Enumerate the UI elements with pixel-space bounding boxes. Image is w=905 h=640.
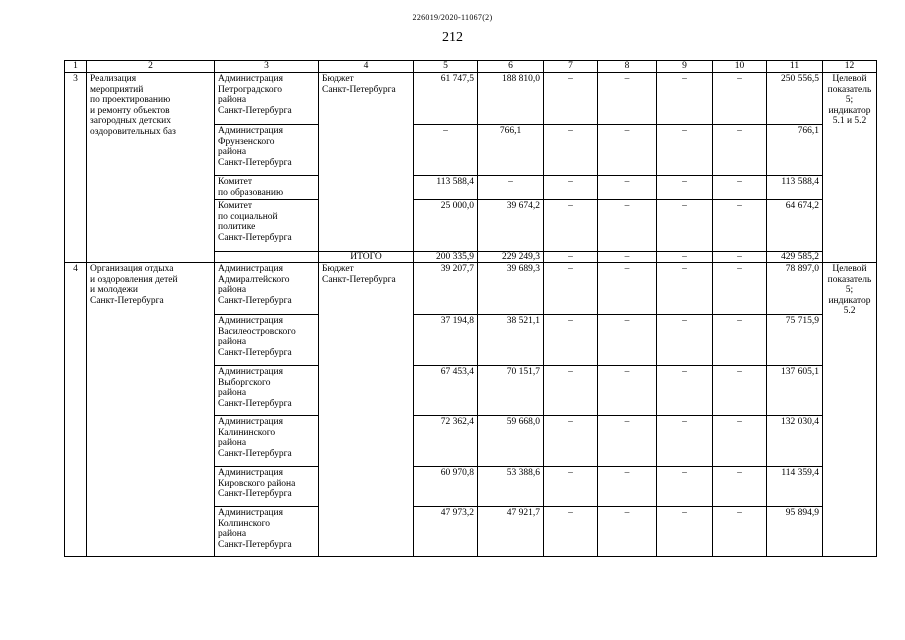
executor-cell: Комитет по социальной политике Санкт-Петербурга — [215, 200, 319, 252]
value-cell: 61 747,5 — [414, 73, 478, 125]
column-header: 2 — [87, 61, 215, 73]
value-cell: – — [713, 467, 767, 507]
indicator-cell: Целевой показатель 5; индикатор 5.1 и 5.2 — [823, 73, 877, 263]
value-cell: – — [657, 507, 713, 557]
value-cell: – — [544, 73, 598, 125]
value-cell: 25 000,0 — [414, 200, 478, 252]
value-cell: 67 453,4 — [414, 366, 478, 416]
value-cell: – — [598, 73, 657, 125]
value-cell: – — [657, 263, 713, 315]
value-cell: 113 588,4 — [767, 176, 823, 200]
value-cell: – — [598, 315, 657, 366]
page-number: 212 — [442, 30, 463, 45]
value-cell: – — [713, 252, 767, 263]
column-header: 7 — [544, 61, 598, 73]
executor-cell: Администрация Адмиралтейского района Санкт-Петербурга — [215, 263, 319, 315]
value-cell: – — [598, 125, 657, 176]
value-cell: 250 556,5 — [767, 73, 823, 125]
funding-source: Бюджет Санкт-Петербурга — [319, 263, 414, 557]
indicator-cell: Целевой показатель 5; индикатор 5.2 — [823, 263, 877, 557]
value-cell: 766,1 — [478, 125, 544, 176]
value-cell: 114 359,4 — [767, 467, 823, 507]
value-cell: 78 897,0 — [767, 263, 823, 315]
column-header-row — [65, 61, 877, 73]
value-cell: 39 207,7 — [414, 263, 478, 315]
value-cell: – — [544, 263, 598, 315]
activity-title: Организация отдыха и оздоровления детей и молодежи Санкт-Петербурга — [87, 263, 215, 557]
value-cell: – — [713, 416, 767, 467]
value-cell: – — [544, 315, 598, 366]
value-cell: – — [598, 176, 657, 200]
value-cell: – — [657, 366, 713, 416]
value-cell: 64 674,2 — [767, 200, 823, 252]
budget-table — [64, 60, 877, 557]
table-row — [65, 263, 877, 315]
value-cell: – — [544, 416, 598, 467]
executor-cell: Администрация Фрунзенского района Санкт-Петербурга — [215, 125, 319, 176]
column-header: 6 — [478, 61, 544, 73]
column-header: 1 — [65, 61, 87, 73]
executor-cell: Администрация Колпинского района Санкт-Петербурга — [215, 507, 319, 557]
value-cell: 72 362,4 — [414, 416, 478, 467]
value-cell: 39 674,2 — [478, 200, 544, 252]
value-cell: – — [713, 73, 767, 125]
value-cell: 75 715,9 — [767, 315, 823, 366]
value-cell: – — [713, 366, 767, 416]
column-header: 12 — [823, 61, 877, 73]
value-cell: 429 585,2 — [767, 252, 823, 263]
total-label: ИТОГО — [319, 252, 414, 263]
value-cell: 38 521,1 — [478, 315, 544, 366]
value-cell: 47 921,7 — [478, 507, 544, 557]
value-cell: – — [598, 467, 657, 507]
value-cell: – — [657, 125, 713, 176]
column-header: 4 — [319, 61, 414, 73]
value-cell: – — [598, 507, 657, 557]
value-cell: 95 894,9 — [767, 507, 823, 557]
column-header: 5 — [414, 61, 478, 73]
column-header: 8 — [598, 61, 657, 73]
value-cell: – — [598, 263, 657, 315]
value-cell: – — [544, 200, 598, 252]
column-header: 11 — [767, 61, 823, 73]
value-cell: – — [598, 366, 657, 416]
value-cell: – — [544, 176, 598, 200]
funding-source: Бюджет Санкт-Петербурга — [319, 73, 414, 252]
value-cell: – — [544, 507, 598, 557]
value-cell: – — [657, 200, 713, 252]
value-cell: 37 194,8 — [414, 315, 478, 366]
value-cell: – — [598, 200, 657, 252]
executor-cell: Администрация Кировского района Санкт-Петербурга — [215, 467, 319, 507]
document-stamp: 226019/2020-11067(2) — [412, 13, 493, 22]
value-cell: – — [598, 416, 657, 467]
value-cell: – — [478, 176, 544, 200]
value-cell: 47 973,2 — [414, 507, 478, 557]
section-number: 4 — [65, 263, 87, 557]
table-row — [65, 73, 877, 125]
value-cell: – — [657, 416, 713, 467]
value-cell: 39 689,3 — [478, 263, 544, 315]
executor-cell — [215, 252, 319, 263]
section-number: 3 — [65, 73, 87, 263]
executor-cell: Администрация Выборгского района Санкт-Петербурга — [215, 366, 319, 416]
value-cell: 60 970,8 — [414, 467, 478, 507]
value-cell: – — [657, 73, 713, 125]
executor-cell: Администрация Василеостровского района Санкт-Петербурга — [215, 315, 319, 366]
value-cell: – — [414, 125, 478, 176]
column-header: 10 — [713, 61, 767, 73]
value-cell: 188 810,0 — [478, 73, 544, 125]
column-header: 3 — [215, 61, 319, 73]
value-cell: 59 668,0 — [478, 416, 544, 467]
value-cell: – — [713, 315, 767, 366]
value-cell: – — [657, 467, 713, 507]
value-cell: – — [713, 125, 767, 176]
value-cell: – — [598, 252, 657, 263]
value-cell: – — [657, 252, 713, 263]
value-cell: – — [713, 176, 767, 200]
value-cell: – — [713, 507, 767, 557]
value-cell: 132 030,4 — [767, 416, 823, 467]
value-cell: 70 151,7 — [478, 366, 544, 416]
value-cell: 137 605,1 — [767, 366, 823, 416]
activity-title: Реализация мероприятий по проектированию и ремонту объектов загородных детских оздоровительных баз — [87, 73, 215, 263]
value-cell: 766,1 — [767, 125, 823, 176]
value-cell: – — [657, 315, 713, 366]
executor-cell: Комитет по образованию — [215, 176, 319, 200]
value-cell: 113 588,4 — [414, 176, 478, 200]
value-cell: – — [657, 176, 713, 200]
executor-cell: Администрация Калининского района Санкт-Петербурга — [215, 416, 319, 467]
value-cell: – — [713, 200, 767, 252]
value-cell: 53 388,6 — [478, 467, 544, 507]
value-cell: – — [544, 467, 598, 507]
value-cell: – — [544, 366, 598, 416]
value-cell: – — [544, 252, 598, 263]
value-cell: – — [713, 263, 767, 315]
value-cell: – — [544, 125, 598, 176]
executor-cell: Администрация Петроградского района Санкт-Петербурга — [215, 73, 319, 125]
value-cell: 229 249,3 — [478, 252, 544, 263]
value-cell: 200 335,9 — [414, 252, 478, 263]
column-header: 9 — [657, 61, 713, 73]
